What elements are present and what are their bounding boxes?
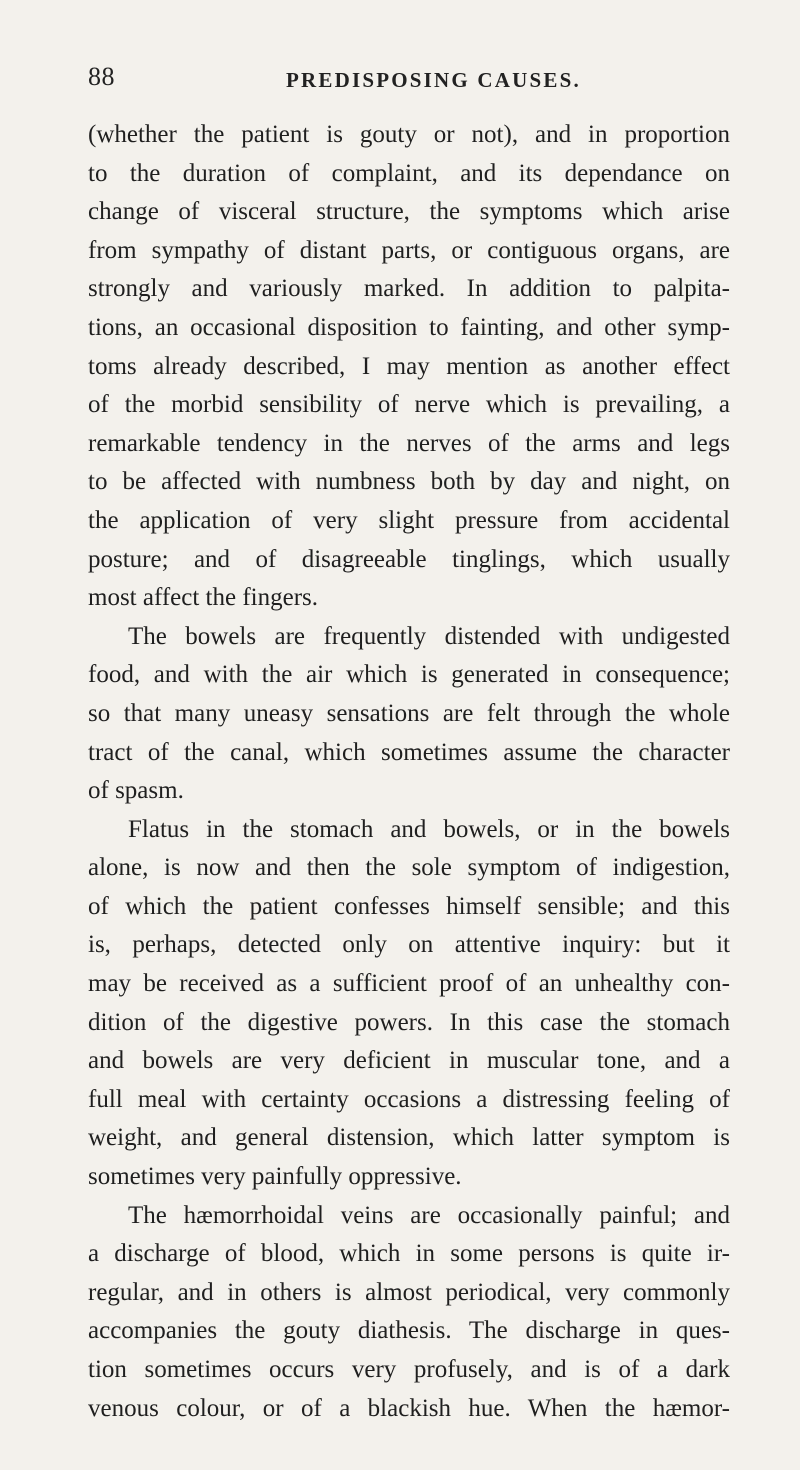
paragraph-end-line: most affect the fingers. (88, 584, 319, 612)
text-line: tion sometimes occurs very profusely, and is of a dark (88, 1356, 730, 1383)
text-line: strongly and variously marked. In addition to palpita- (88, 275, 730, 303)
text-line: may be received as a sufficient proof of an unhealthy con- (88, 970, 730, 998)
text-line: weight, and general distension, which latter symptom is (88, 1124, 730, 1152)
text-line: posture; and of disagreeable tinglings, which usually (88, 545, 730, 573)
text-line: venous colour, or of a blackish hue. When the hæmor- (88, 1394, 730, 1422)
text-line: so that many uneasy sensations are felt through the whole (88, 699, 730, 727)
text-line: regular, and in others is almost periodical, very commonly (88, 1278, 730, 1306)
text-line: full meal with certainty occasions a distressing feeling of (88, 1085, 730, 1113)
text-line: of the morbid sensibility of nerve which is prevailing, a (88, 391, 730, 419)
paragraph-end-line: sometimes very painfully oppressive. (88, 1163, 462, 1191)
text-line: accompanies the gouty diathesis. The discharge in ques- (88, 1317, 730, 1345)
running-title: PREDISPOSING CAUSES. (286, 68, 581, 92)
text-line: toms already described, I may mention as another effect (88, 352, 730, 380)
running-head (88, 62, 728, 102)
text-line: a discharge of blood, which in some persons is quite ir- (88, 1240, 730, 1268)
text-line: food, and with the air which is generated in consequence; (88, 661, 730, 689)
text-line: from sympathy of distant parts, or contiguous organs, are (88, 236, 730, 264)
text-line: and bowels are very deficient in muscular tone, and a (88, 1047, 730, 1075)
text-line: alone, is now and then the sole symptom of indigestion, (88, 854, 730, 882)
paragraph-start-line: The bowels are frequently distended with undigested (128, 622, 730, 650)
text-line: change of visceral structure, the symptoms which arise (88, 198, 730, 226)
paragraph-start-line: The hæmorrhoidal veins are occasionally painful; and (128, 1201, 730, 1229)
text-line: (whether the patient is gouty or not), and in proportion (88, 121, 730, 148)
text-line: dition of the digestive powers. In this case the stomach (88, 1008, 730, 1036)
text-line: the application of very slight pressure from accidental (88, 506, 730, 534)
text-line: to be affected with numbness both by day and night, on (88, 468, 730, 496)
text-line: tions, an occasional disposition to fainting, and other symp- (88, 313, 730, 341)
body-text (88, 116, 730, 1428)
paragraph-end-line: of spasm. (88, 777, 184, 805)
text-line: remarkable tendency in the nerves of the arms and legs (88, 429, 730, 457)
text-line: is, perhaps, detected only on attentive inquiry: but it (88, 931, 730, 959)
page-number: 88 (88, 62, 115, 91)
text-line: to the duration of complaint, and its dependance on (88, 159, 730, 187)
text-line: tract of the canal, which sometimes assume the character (88, 738, 730, 766)
text-line: of which the patient confesses himself sensible; and this (88, 892, 730, 920)
paragraph-start-line: Flatus in the stomach and bowels, or in the bowels (128, 815, 730, 843)
